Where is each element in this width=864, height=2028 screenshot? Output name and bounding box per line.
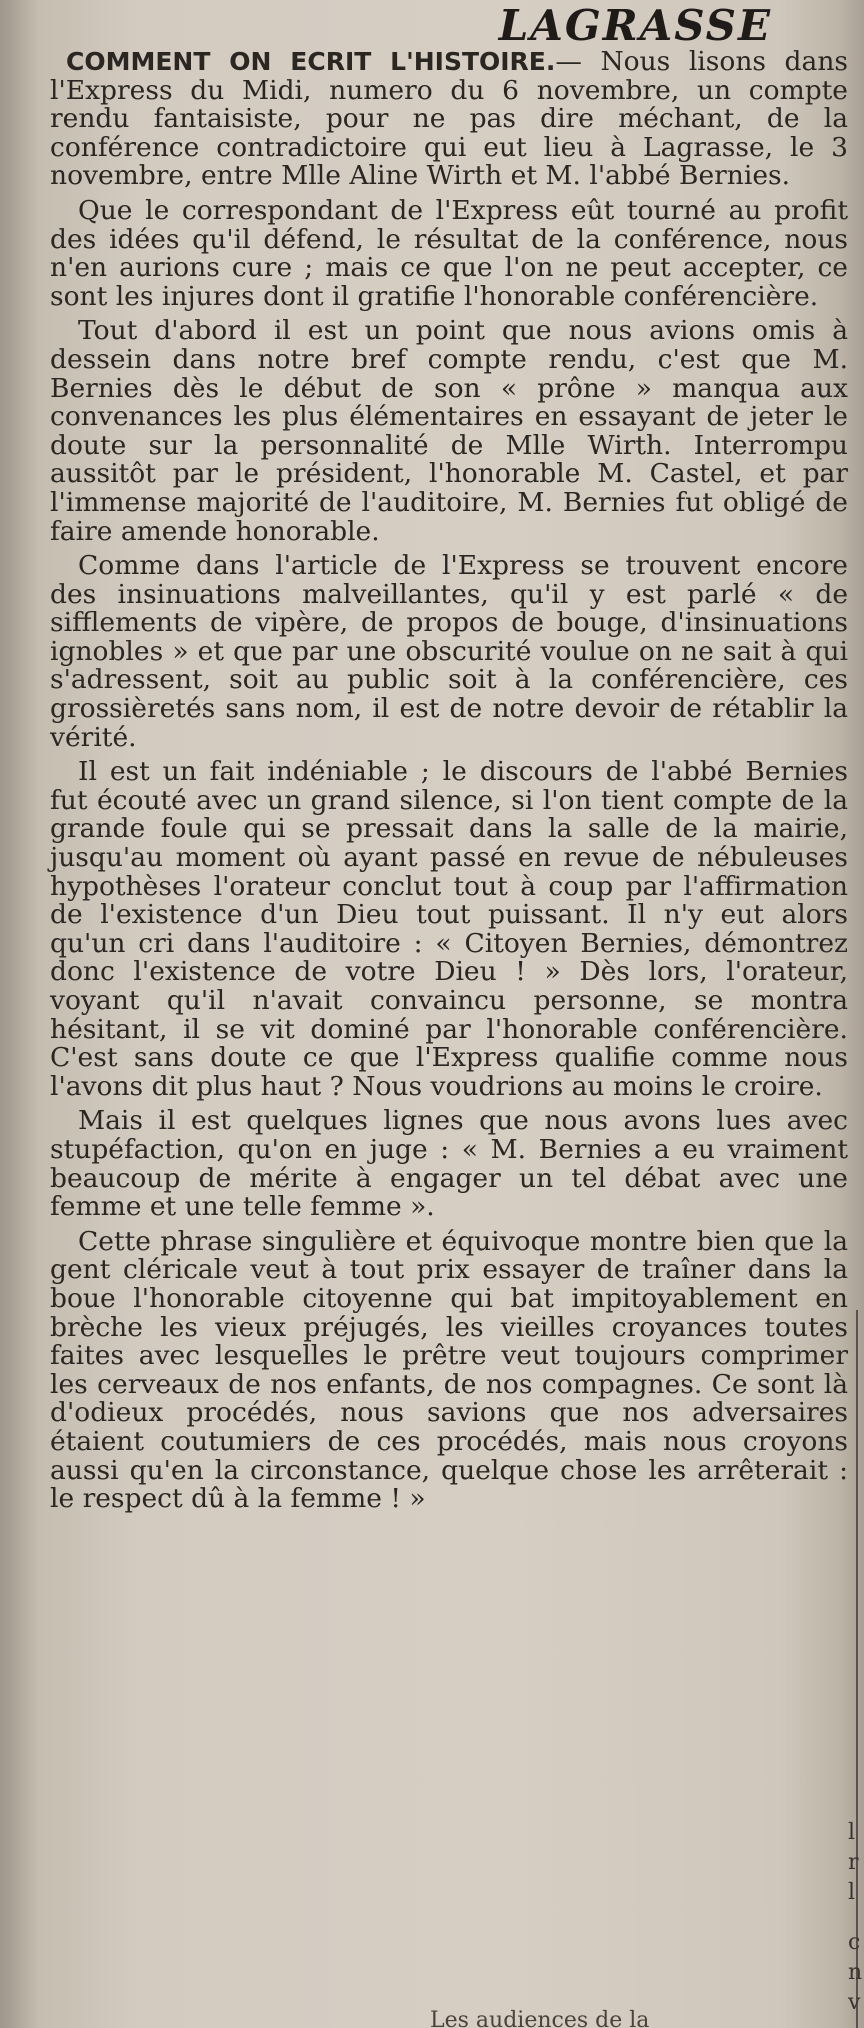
margin-fragment: l	[848, 1820, 856, 1845]
paragraph-2: Que le correspondant de l'Express eût tourné au profit des idées qu'il défend, le résultat de la conférence, nous n'en aurions cure ; mais ce que l'on ne peut accepter, ce sont les injures dont il gratifie l'honorable conférencière.	[50, 194, 848, 312]
margin-fragment: l	[848, 1880, 856, 1905]
margin-fragment: n	[848, 1960, 863, 1985]
margin-fragment: c	[848, 1930, 861, 1955]
next-article-cutoff: Les audiences de la	[430, 2008, 650, 2028]
column-divider	[856, 1310, 858, 2028]
headline: LAGRASSE	[498, 1, 772, 50]
paragraph-4: Comme dans l'article de l'Express se trouvent encore des insinuations malveillantes, qu'il y est parlé « de sifflements de vipère, de propos de bouge, d'insinuations ignobles » et que par une obscurité voulue on ne sait à qui s'adressent, soit au public soit à la conférencière, ces grossièretés sans nom, il est de notre devoir de rétablir la vérité.	[50, 550, 848, 753]
paragraph-1	[50, 48, 848, 191]
paragraph-3: Tout d'abord il est un point que nous avions omis à dessein dans notre bref compte rendu, c'est que M. Bernies dès le début de son « prône » manqua aux convenances les plus élémentaires en essayant de jeter le doute sur la personnalité de Mlle Wirth. Interrompu aussitôt par le président, l'honorable M. Castel, et par l'immense majorité de l'auditoire, M. Bernies fut obligé de faire amende honorable.	[50, 315, 848, 547]
margin-fragment: r	[848, 1850, 859, 1875]
article-column	[50, 1, 848, 1515]
article-title: COMMENT ON ECRIT L'HISTOIRE.	[66, 47, 556, 76]
paragraph-6: Mais il est quelques lignes que nous avons lues avec stupéfaction, qu'on en juge : « M. Bernies a eu vraiment beaucoup de mérite à engager un tel débat avec une femme et une telle femme ».	[50, 1105, 848, 1223]
paragraph-5: Il est un fait indéniable ; le discours de l'abbé Bernies fut écouté avec un grand silence, si l'on tient compte de la grande foule qui se pressait dans la salle de la mairie, jusqu'au moment où ayant passé en revue de nébuleuses hypothèses l'orateur conclut tout à coup par l'affirmation de l'existence d'un Dieu tout puissant. Il n'y eut alors qu'un cri dans l'auditoire : « Citoyen Bernies, démontrez donc l'existence de votre Dieu ! » Dès lors, l'orateur, voyant qu'il n'avait convaincu personne, se montra hésitant, il se vit dominé par l'honorable conférencière. C'est sans doute ce que l'Express qualifie comme nous l'avons dit plus haut ? Nous voudrions au moins le croire.	[50, 756, 848, 1102]
margin-fragment: v	[848, 1990, 861, 2015]
paragraph-1-text: — Nous lisons dans l'Express du Midi, numero du 6 novembre, un compte rendu fantaisiste, pour ne pas dire méchant, de la conférence contradictoire qui eut lieu à Lagrasse, le 3 novembre, entre Mlle Aline Wirth et M. l'abbé Bernies.	[50, 46, 848, 192]
paragraph-7: Cette phrase singulière et équivoque montre bien que la gent cléricale veut à tout prix essayer de traîner dans la boue l'honorable citoyenne qui bat impitoyablement en brèche les vieux préjugés, les vieilles croyances toutes faites avec lesquelles le prêtre veut toujours comprimer les cerveaux de nos enfants, de nos compagnes. Ce sont là d'odieux procédés, nous savions que nos adversaires étaient coutumiers de ces procédés, mais nous croyons aussi qu'en la circonstance, quelque chose les arrêterait : le respect dû à la femme ! »	[50, 1225, 848, 1515]
